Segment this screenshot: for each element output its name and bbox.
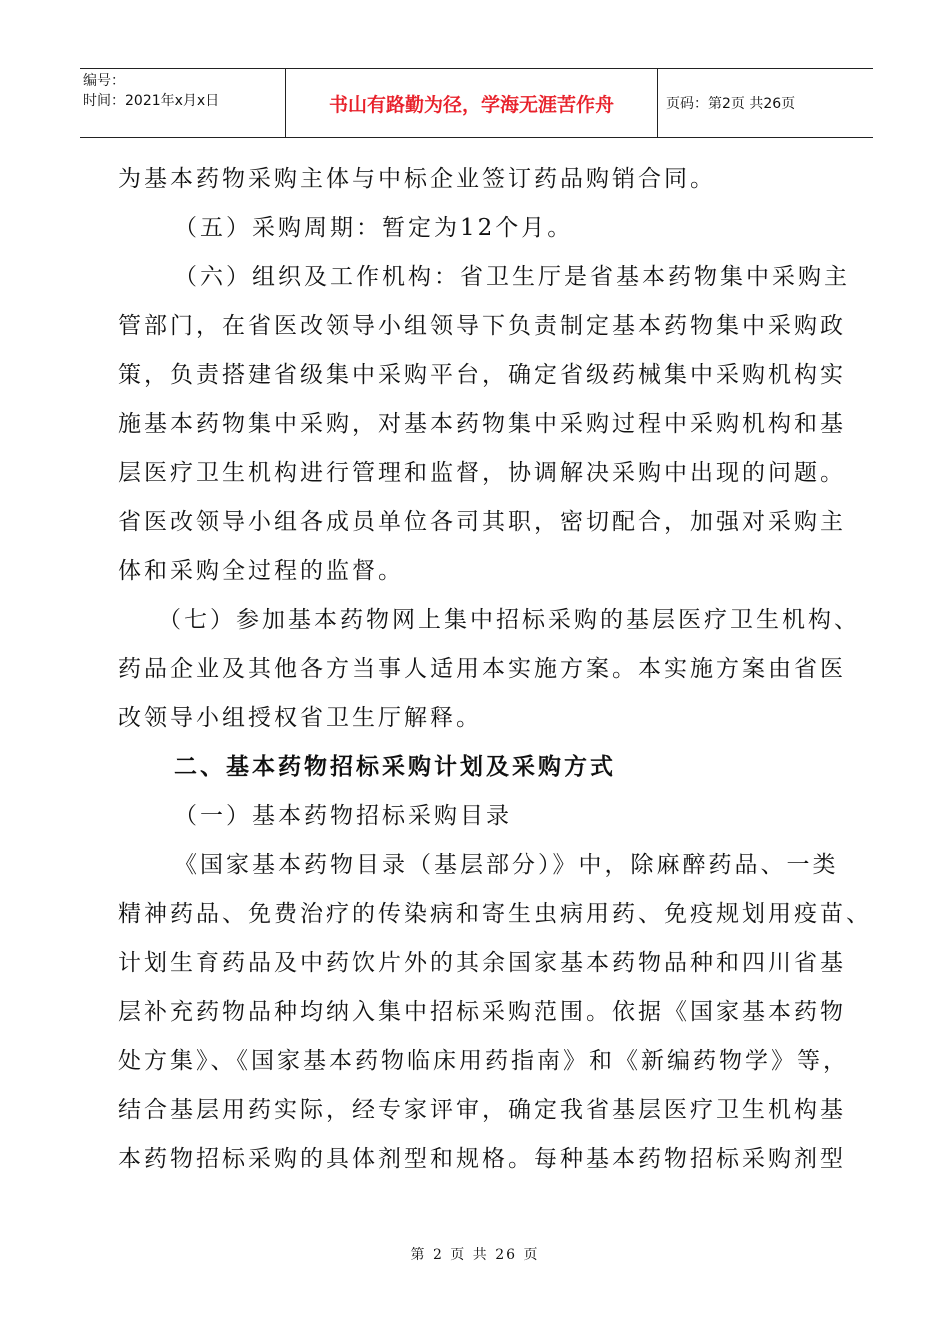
text-line: 改领导小组授权省卫生厅解释。 xyxy=(118,705,482,731)
text-line: 精神药品、免费治疗的传染病和寄生虫病用药、免疫规划用疫苗、 xyxy=(118,901,872,927)
motto-text: 书山有路勤为径，学海无涯苦作舟 xyxy=(328,93,614,116)
document-time-label: 时间：2021年x月x日 xyxy=(83,93,220,109)
header-motto-cell xyxy=(286,69,658,137)
text-line: 结合基层用药实际，经专家评审，确定我省基层医疗卫生机构基 xyxy=(118,1097,846,1123)
text-line: 管部门，在省医改领导小组领导下负责制定基本药物集中采购政 xyxy=(118,313,846,339)
text-line: 处方集》、《国家基本药物临床用药指南》和《新编药物学》等， xyxy=(118,1048,849,1074)
text-line: 计划生育药品及中药饮片外的其余国家基本药物品种和四川省基 xyxy=(118,950,846,976)
header-page-info xyxy=(658,69,873,137)
text-line: 省医改领导小组各成员单位各司其职，密切配合，加强对采购主 xyxy=(118,509,846,535)
section-heading xyxy=(118,743,838,792)
paragraph-2 xyxy=(118,204,838,253)
header-meta xyxy=(80,69,286,137)
text-line: 体和采购全过程的监督。 xyxy=(118,558,404,584)
text-line: 施基本药物集中采购，对基本药物集中采购过程中采购机构和基 xyxy=(118,411,846,437)
text-line: 本药物招标采购的具体剂型和规格。每种基本药物招标采购剂型 xyxy=(118,1146,846,1172)
text-line: （七）参加基本药物网上集中招标采购的基层医疗卫生机构、 xyxy=(158,607,860,633)
text-line: 层补充药物品种均纳入集中招标采购范围。依据《国家基本药物 xyxy=(118,999,846,1025)
text-line: 《国家基本药物目录（基层部分）》中，除麻醉药品、一类 xyxy=(174,852,839,878)
section-heading-text: 二、基本药物招标采购计划及采购方式 xyxy=(174,754,616,780)
paragraph-3 xyxy=(118,253,850,596)
text-line: （六）组织及工作机构：省卫生厅是省基本药物集中采购主 xyxy=(174,264,850,290)
paragraph-1 xyxy=(118,155,838,204)
subsection-heading-text: （一）基本药物招标采购目录 xyxy=(174,803,512,829)
paragraph-4 xyxy=(118,596,860,743)
page-info-text: 页码：第2页 共26页 xyxy=(666,96,796,112)
text-line: 药品企业及其他各方当事人适用本实施方案。本实施方案由省医 xyxy=(118,656,846,682)
subsection-heading xyxy=(118,792,838,841)
text-line: 层医疗卫生机构进行管理和监督，协调解决采购中出现的问题。 xyxy=(118,460,846,486)
paragraph-5 xyxy=(118,841,872,1184)
footer-page-number: 第 2 页 共 26 页 xyxy=(410,1247,540,1263)
page-footer xyxy=(0,1244,950,1264)
text-line: 为基本药物采购主体与中标企业签订药品购销合同。 xyxy=(118,166,716,192)
text-line: 策，负责搭建省级集中采购平台，确定省级药械集中采购机构实 xyxy=(118,362,846,388)
document-body xyxy=(118,155,872,1184)
document-header xyxy=(80,68,873,138)
document-number-label: 编号： xyxy=(83,73,125,89)
text-line: （五）采购周期：暂定为12个月。 xyxy=(174,215,574,241)
